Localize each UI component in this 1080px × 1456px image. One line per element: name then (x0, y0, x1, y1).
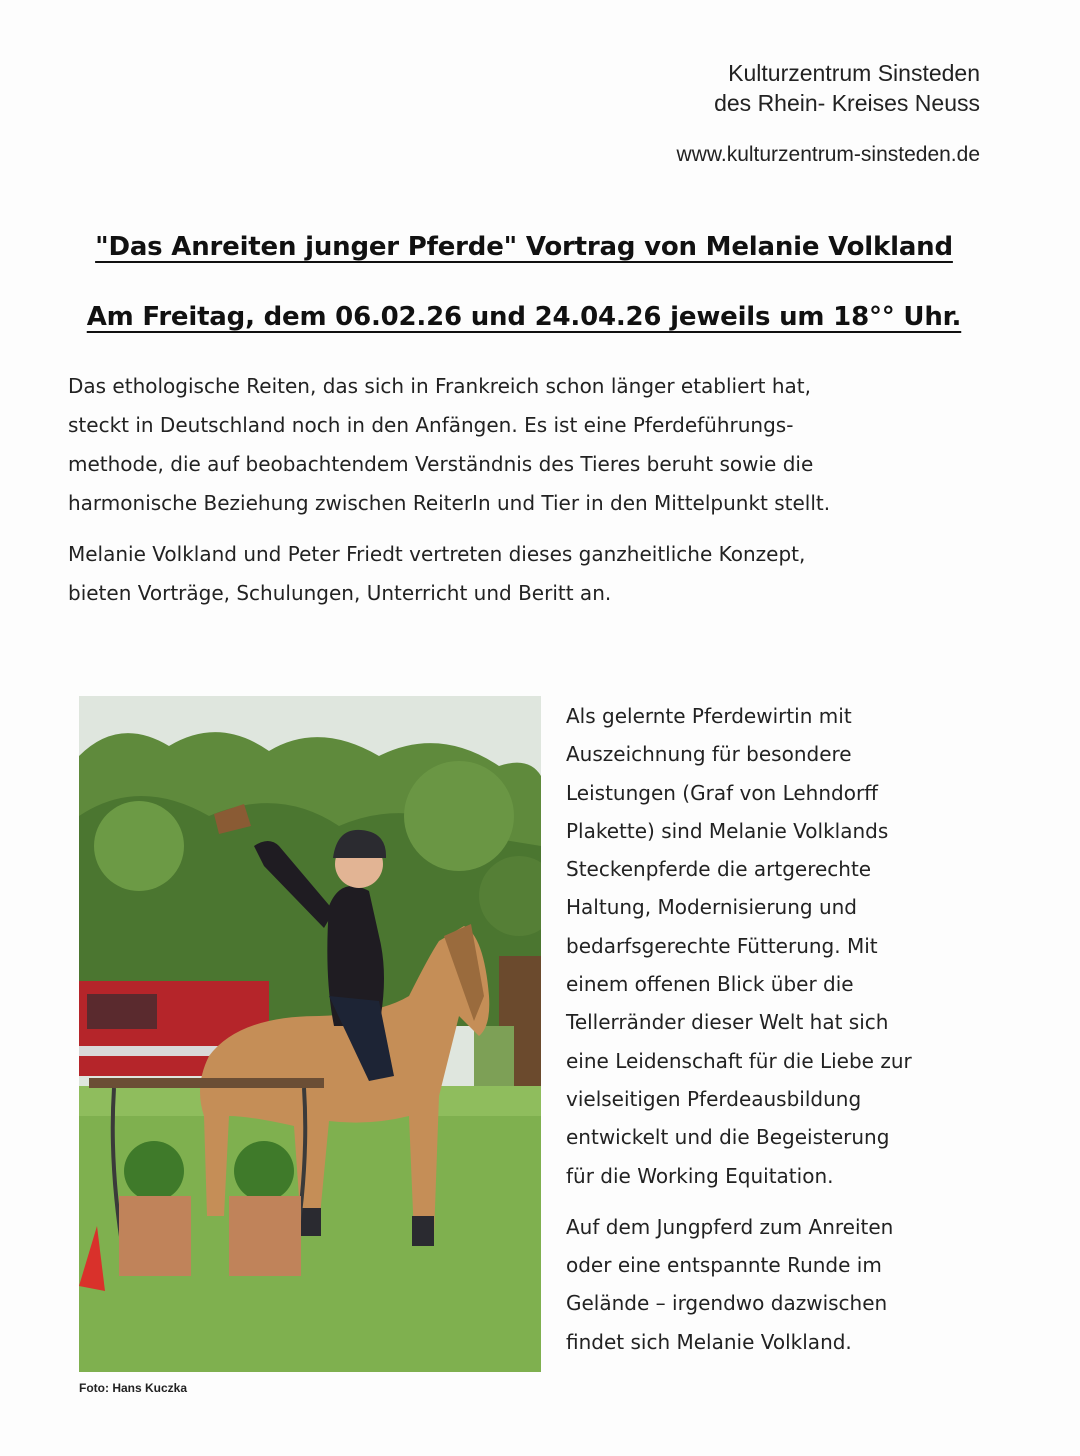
text-line: vielseitigen Pferdeausbildung (566, 1086, 862, 1111)
rider-photo (79, 696, 541, 1372)
text-line: bieten Vorträge, Schulungen, Unterricht und Beritt an. (68, 581, 612, 605)
text-line: steckt in Deutschland noch in den Anfängen. Es ist eine Pferdeführungs- (68, 413, 794, 437)
header-organization: Kulturzentrum Sinsteden (728, 60, 980, 86)
bio-paragraph-2 (566, 1208, 986, 1361)
text-line: entwickelt und die Begeisterung (566, 1125, 890, 1150)
text-line: oder eine entspannte Runde im (566, 1253, 882, 1278)
text-line: für die Working Equitation. (566, 1163, 834, 1188)
text-line: Melanie Volkland und Peter Friedt vertreten dieses ganzheitliche Konzept, (68, 542, 806, 566)
text-line: Tellerränder dieser Welt hat sich (566, 1010, 889, 1035)
header-district: des Rhein- Kreises Neuss (714, 90, 980, 116)
text-line: Das ethologische Reiten, das sich in Frankreich schon länger etabliert hat, (68, 374, 811, 398)
header-website-link[interactable]: www.kulturzentrum-sinsteden.de (676, 143, 980, 166)
intro-paragraph-1 (68, 367, 1008, 523)
bio-text (566, 697, 986, 1374)
intro-paragraph-2 (68, 535, 1008, 613)
text-line: Gelände – irgendwo dazwischen (566, 1291, 888, 1316)
photo-credit: Foto: Hans Kuczka (79, 1381, 188, 1395)
text-line: eine Leidenschaft für die Liebe zur (566, 1048, 912, 1073)
text-line: methode, die auf beobachtendem Verständnis des Tieres beruht sowie die (68, 452, 814, 476)
event-title: "Das Anreiten junger Pferde" Vortrag von Melanie Volkland (95, 232, 953, 262)
text-line: Haltung, Modernisierung und (566, 895, 858, 920)
text-line: findet sich Melanie Volkland. (566, 1329, 852, 1354)
text-line: Auszeichnung für besondere (566, 742, 852, 767)
intro-text (68, 367, 1008, 625)
bio-paragraph-1 (566, 697, 986, 1195)
text-line: einem offenen Blick über die (566, 972, 854, 997)
text-line: harmonische Beziehung zwischen ReiterIn und Tier in den Mittelpunkt stellt. (68, 491, 831, 515)
header (677, 58, 980, 170)
event-date: Am Freitag, dem 06.02.26 und 24.04.26 jeweils um 18°° Uhr. (86, 302, 962, 332)
text-line: Als gelernte Pferdewirtin mit (566, 704, 852, 728)
text-line: Leistungen (Graf von Lehndorff (566, 780, 878, 805)
text-line: Auf dem Jungpferd zum Anreiten (566, 1214, 894, 1239)
text-line: Plakette) sind Melanie Volklands (566, 818, 889, 843)
rider-horse-illustration (79, 696, 541, 1372)
text-line: Steckenpferde die artgerechte (566, 857, 872, 882)
text-line: bedarfsgerechte Fütterung. Mit (566, 933, 878, 958)
